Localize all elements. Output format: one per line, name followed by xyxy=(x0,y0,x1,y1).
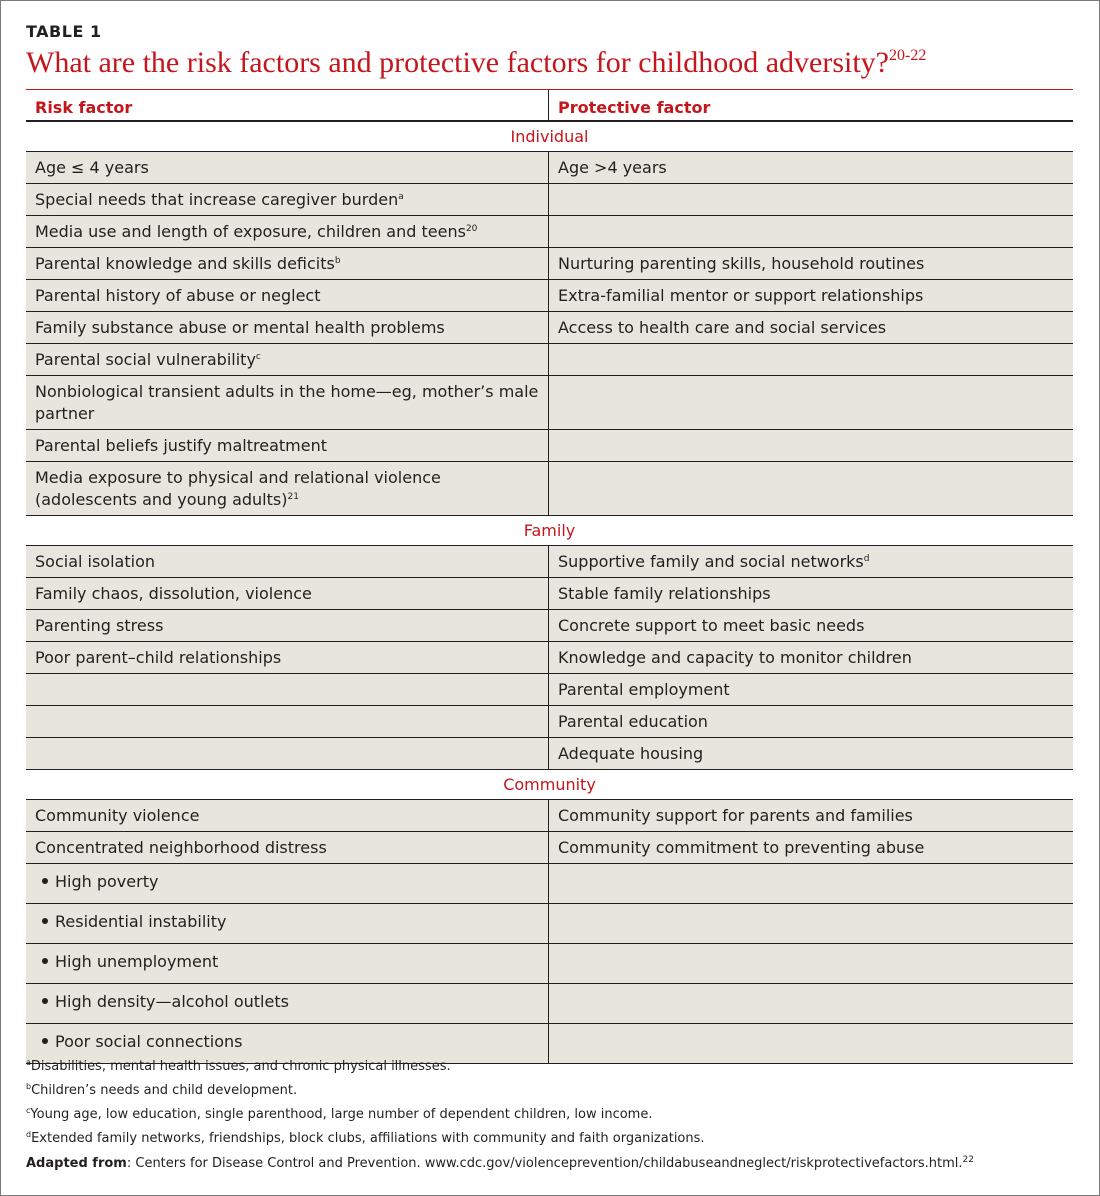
table-row xyxy=(26,674,1073,706)
protective-factor-cell xyxy=(549,152,1073,183)
bullet-icon xyxy=(42,878,48,884)
protective-factor-cell xyxy=(549,674,1073,705)
table-row xyxy=(26,430,1073,462)
protective-factor-text: Knowledge and capacity to monitor children xyxy=(558,648,912,667)
footnote-text: Young age, low education, single parenthood, large number of dependent children, low income. xyxy=(30,1107,653,1122)
risk-factor-cell xyxy=(26,546,549,577)
column-header-row xyxy=(26,90,1073,122)
protective-factor-cell xyxy=(549,216,1073,247)
risk-factor-cell xyxy=(26,312,549,343)
protective-factor-cell xyxy=(549,864,1073,903)
table-row xyxy=(26,706,1073,738)
protective-factor-text: Stable family relationships xyxy=(558,584,771,603)
table-row xyxy=(26,984,1073,1024)
risk-factor-cell xyxy=(26,832,549,863)
table-row xyxy=(26,152,1073,184)
risk-factor-text: Poor parent–child relationships xyxy=(35,648,282,667)
risk-factor-text: Age ≤ 4 years xyxy=(35,158,149,177)
bullet-icon xyxy=(42,958,48,964)
table-row xyxy=(26,800,1073,832)
risk-factor-cell xyxy=(26,674,549,705)
table-row xyxy=(26,864,1073,904)
section-family-heading: Family xyxy=(26,516,1073,546)
risk-factor-cell xyxy=(26,706,549,737)
bullet-icon xyxy=(42,918,48,924)
table-row xyxy=(26,642,1073,674)
risk-factor-text: Parenting stress xyxy=(35,616,164,635)
risk-factor-text: Media use and length of exposure, children and teens xyxy=(35,222,466,241)
risk-factor-text: Parental history of abuse or neglect xyxy=(35,286,321,305)
protective-factor-cell xyxy=(549,344,1073,375)
protective-factor-text: Community support for parents and families xyxy=(558,806,913,825)
footnotes xyxy=(26,1058,1076,1171)
protective-factor-cell xyxy=(549,578,1073,609)
risk-factor-text: Special needs that increase caregiver burden xyxy=(35,190,399,209)
footnote-mark: c xyxy=(26,1106,31,1115)
risk-factor-cell xyxy=(26,738,549,769)
protective-factor-cell xyxy=(549,546,1073,577)
protective-factor-cell xyxy=(549,800,1073,831)
footnote xyxy=(26,1082,1076,1106)
protective-factor-cell xyxy=(549,706,1073,737)
risk-factor-bullet-cell xyxy=(26,904,549,943)
protective-factor-cell xyxy=(549,280,1073,311)
table-row xyxy=(26,904,1073,944)
risk-factor-footnote: 21 xyxy=(287,492,299,502)
footnote xyxy=(26,1106,1076,1130)
table-title-text: What are the risk factors and protective factors for childhood adversity? xyxy=(26,46,889,79)
risk-factor-text: Media exposure to physical and relational violence (adolescents and young adults) xyxy=(35,468,441,509)
footnote xyxy=(26,1130,1076,1154)
footnote-text: Disabilities, mental health issues, and chronic physical illnesses. xyxy=(30,1059,451,1074)
table-row xyxy=(26,312,1073,344)
bullet-icon xyxy=(42,998,48,1004)
risk-factor-text: Family substance abuse or mental health problems xyxy=(35,318,445,337)
table-row xyxy=(26,184,1073,216)
risk-factor-footnote: 20 xyxy=(465,224,478,234)
source-reference: 22 xyxy=(962,1155,974,1165)
risk-factor-text: Concentrated neighborhood distress xyxy=(35,838,327,857)
table-label: TABLE 1 xyxy=(26,22,102,41)
protective-factor-cell xyxy=(549,610,1073,641)
risk-factor-footnote: c xyxy=(255,352,261,362)
protective-factor-cell xyxy=(549,944,1073,983)
section-family-rows xyxy=(26,546,1073,770)
risk-factor-text: Community violence xyxy=(35,806,200,825)
section-individual-heading: Individual xyxy=(26,122,1073,152)
bullet-text: High poverty xyxy=(55,872,159,891)
protective-factor-cell xyxy=(549,462,1073,515)
risk-factor-cell xyxy=(26,610,549,641)
bullet-text: High density—alcohol outlets xyxy=(55,992,289,1011)
protective-factor-text: Age >4 years xyxy=(558,158,667,177)
section-community-rows xyxy=(26,800,1073,864)
protective-factor-cell xyxy=(549,248,1073,279)
protective-factor-cell xyxy=(549,376,1073,429)
table-row xyxy=(26,944,1073,984)
risk-factor-text: Nonbiological transient adults in the home—eg, mother’s male partner xyxy=(35,382,539,423)
table-row xyxy=(26,610,1073,642)
table-row xyxy=(26,546,1073,578)
risk-factor-cell xyxy=(26,280,549,311)
protective-factor-cell xyxy=(549,738,1073,769)
risk-factor-cell xyxy=(26,184,549,215)
footnote-text: Extended family networks, friendships, block clubs, affiliations with community and faith organizations. xyxy=(31,1131,705,1146)
table-row xyxy=(26,462,1073,516)
risk-factor-cell xyxy=(26,578,549,609)
risk-factor-cell xyxy=(26,152,549,183)
table-row xyxy=(26,280,1073,312)
protective-factor-cell xyxy=(549,430,1073,461)
risk-factor-text: Parental beliefs justify maltreatment xyxy=(35,436,327,455)
protective-factor-text: Concrete support to meet basic needs xyxy=(558,616,865,635)
title-references: 20-22 xyxy=(888,47,927,64)
bullet-text: Residential instability xyxy=(55,912,227,931)
protective-factor-text: Parental employment xyxy=(558,680,730,699)
risk-factor-cell xyxy=(26,430,549,461)
risk-factor-footnote: b xyxy=(334,256,341,266)
risk-factor-text: Parental knowledge and skills deficits xyxy=(35,254,335,273)
footnote-mark: d xyxy=(26,1130,32,1139)
risk-factor-cell xyxy=(26,642,549,673)
risk-factor-bullet-cell xyxy=(26,984,549,1023)
risk-factor-text: Parental social vulnerability xyxy=(35,350,256,369)
table-row xyxy=(26,216,1073,248)
bullet-icon xyxy=(42,1038,48,1044)
footnote-text: Children’s needs and child development. xyxy=(31,1083,298,1098)
table-row xyxy=(26,832,1073,864)
bullet-text: Poor social connections xyxy=(55,1032,243,1051)
source-citation xyxy=(26,1156,1076,1171)
risk-factor-text: Family chaos, dissolution, violence xyxy=(35,584,312,603)
source-text: : Centers for Disease Control and Prevention. www.cdc.gov/violenceprevention/childabuseandneglect/riskprotectivefactors.html. xyxy=(126,1156,963,1171)
community-distress-bullets xyxy=(26,864,1073,1064)
risk-factor-bullet-cell xyxy=(26,864,549,903)
table-row xyxy=(26,738,1073,770)
protective-factor-text: Adequate housing xyxy=(558,744,704,763)
risk-factor-header: Risk factor xyxy=(26,90,549,120)
risk-factor-cell xyxy=(26,248,549,279)
section-community-heading: Community xyxy=(26,770,1073,800)
protective-factor-header: Protective factor xyxy=(558,98,711,117)
protective-factor-cell xyxy=(549,642,1073,673)
risk-protective-table xyxy=(26,89,1073,1064)
footnote-mark: a xyxy=(26,1058,31,1067)
table-row xyxy=(26,578,1073,610)
footnote-list xyxy=(26,1058,1076,1154)
table-row xyxy=(26,376,1073,430)
protective-factor-footnote: d xyxy=(863,554,870,564)
footnote-mark: b xyxy=(26,1082,32,1091)
section-individual-rows xyxy=(26,152,1073,516)
source-label: Adapted from xyxy=(26,1156,127,1171)
protective-factor-cell xyxy=(549,904,1073,943)
protective-factor-text: Extra-familial mentor or support relationships xyxy=(558,286,924,305)
risk-factor-footnote: a xyxy=(398,192,404,202)
bullet-text: High unemployment xyxy=(55,952,219,971)
risk-factor-cell xyxy=(26,462,549,515)
table-title xyxy=(26,46,926,80)
protective-factor-cell xyxy=(549,984,1073,1023)
protective-factor-text: Access to health care and social services xyxy=(558,318,887,337)
risk-factor-bullet-cell xyxy=(26,944,549,983)
protective-factor-cell xyxy=(549,184,1073,215)
protective-factor-text: Supportive family and social networks xyxy=(558,552,864,571)
protective-factor-text: Parental education xyxy=(558,712,708,731)
risk-factor-cell xyxy=(26,216,549,247)
risk-factor-cell xyxy=(26,344,549,375)
table-row xyxy=(26,344,1073,376)
footnote xyxy=(26,1058,1076,1082)
risk-factor-cell xyxy=(26,376,549,429)
risk-factor-cell xyxy=(26,800,549,831)
protective-factor-cell xyxy=(549,312,1073,343)
table-row xyxy=(26,248,1073,280)
risk-factor-text: Social isolation xyxy=(35,552,155,571)
protective-factor-cell xyxy=(549,832,1073,863)
protective-factor-text: Nurturing parenting skills, household routines xyxy=(558,254,925,273)
protective-factor-text: Community commitment to preventing abuse xyxy=(558,838,925,857)
